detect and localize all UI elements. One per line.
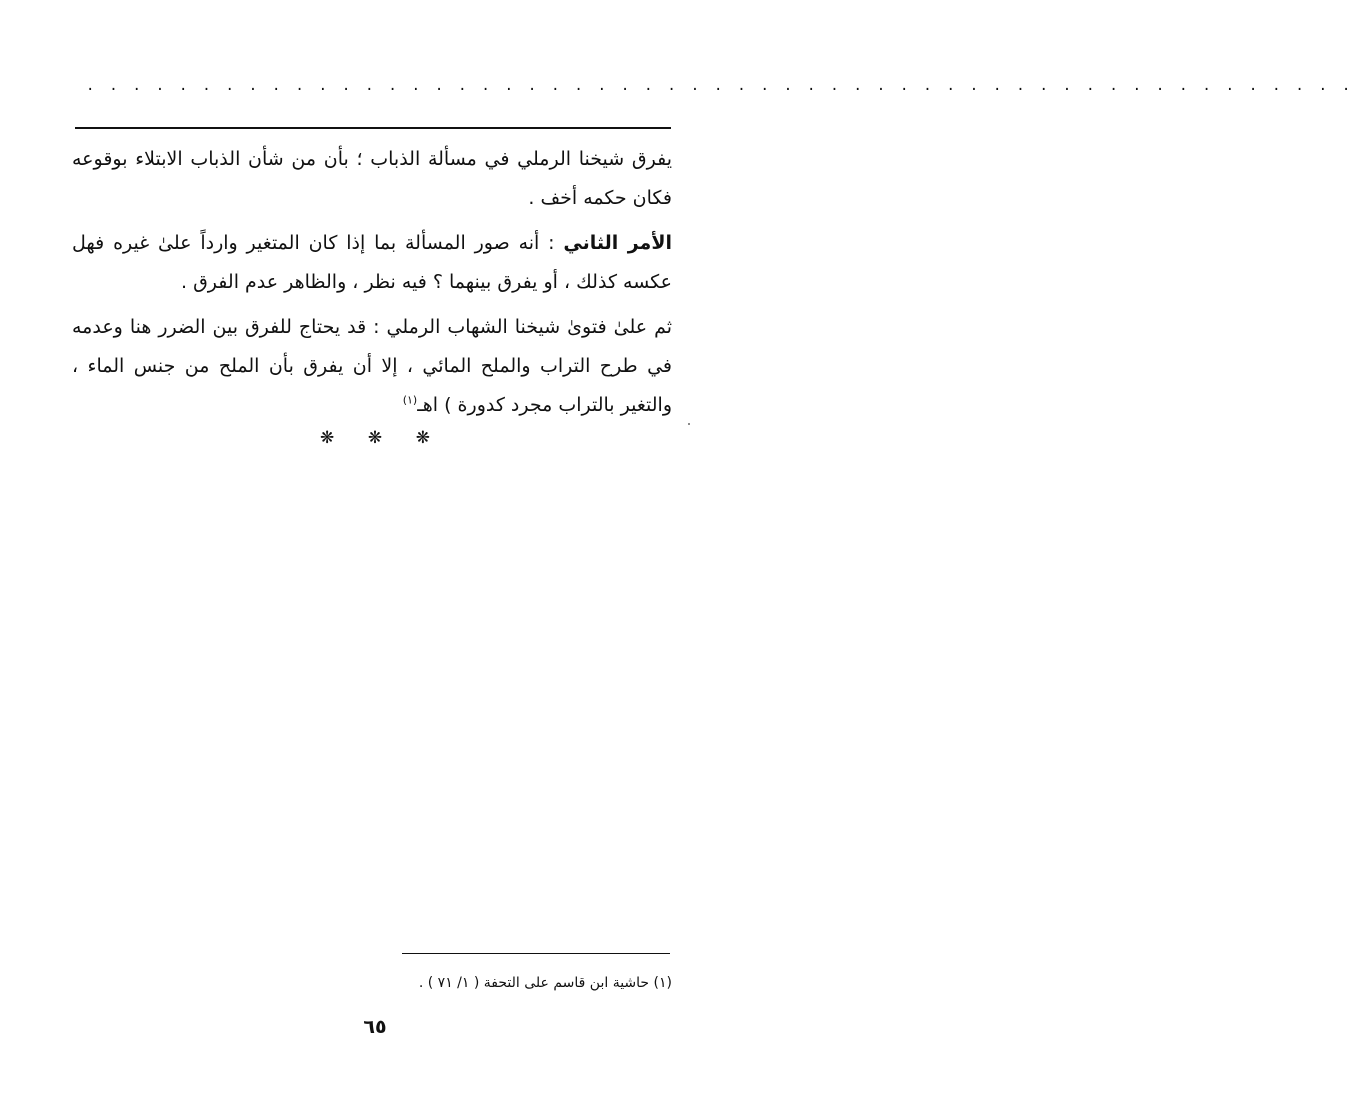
separator-star-icon: ❋ bbox=[320, 428, 335, 448]
paragraph-1-text: يفرق شيخنا الرملي في مسألة الذباب ؛ بأن من شأن الذباب الابتلاء بوقوعه فكان حكمه أخف . bbox=[72, 148, 672, 209]
header-dotted-line: . . . . . . . . . . . . . . . . . . . . . . . . . . . . . . . . . . . . . . . . . . . . . . . . . . . . . . . bbox=[86, 78, 1354, 94]
separator-star-icon: ❋ bbox=[415, 428, 430, 448]
paragraph-2-heading: الأمر الثاني bbox=[563, 232, 672, 254]
scan-speck bbox=[688, 423, 690, 425]
section-separator bbox=[320, 428, 430, 448]
footnote-rule bbox=[402, 953, 670, 954]
header-rule bbox=[75, 127, 671, 129]
page-number: ٦٥ bbox=[363, 1016, 387, 1038]
footnote: (١) حاشية ابن قاسم على التحفة ( ١/ ٧١ ) . bbox=[418, 975, 672, 991]
paragraph-2 bbox=[72, 224, 672, 302]
paragraph-3 bbox=[72, 308, 672, 425]
separator-star-icon: ❋ bbox=[367, 428, 383, 448]
paragraph-3-text: ثم علىٰ فتوىٰ شيخنا الشهاب الرملي : قد يحتاج للفرق بين الضرر هنا وعدمه في طرح التراب والملح المائي ، إلا أن يفرق بأن الملح من جنس الماء ، والتغير بالتراب مجرد كدورة ) اهـ bbox=[72, 316, 672, 416]
paragraph-2-text: : أنه صور المسألة بما إذا كان المتغير وارداً علىٰ غيره فهل عكسه كذلك ، أو يفرق بينهما ؟ فيه نظر ، والظاهر عدم الفرق . bbox=[72, 232, 672, 293]
main-text bbox=[72, 140, 672, 431]
footnote-marker: (١) bbox=[402, 393, 418, 407]
paragraph-1 bbox=[72, 140, 672, 218]
